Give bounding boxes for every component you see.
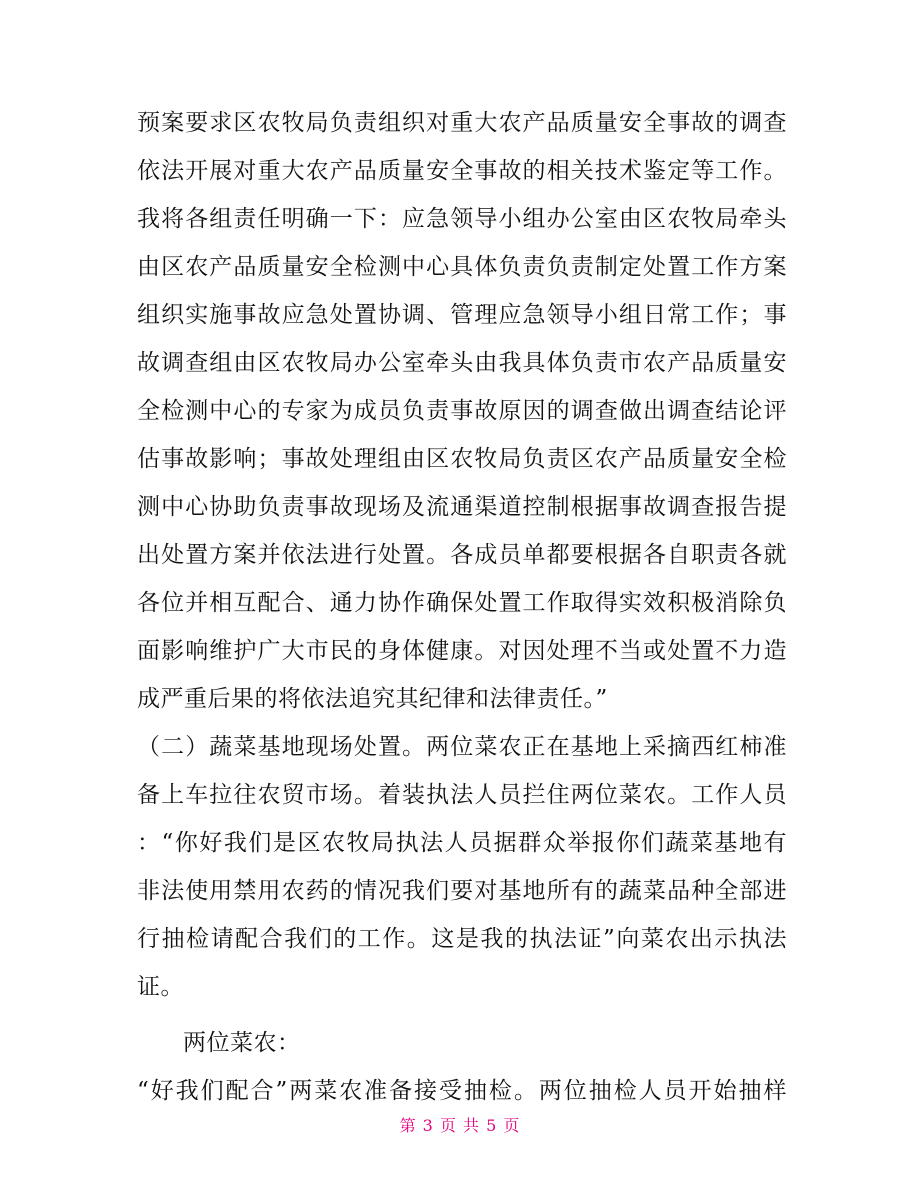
text-line: 各位并相互配合、通力协作确保处置工作取得实效积极消除负 bbox=[137, 590, 787, 616]
text-line: 我将各组责任明确一下：应急领导小组办公室由区农牧局牵头 bbox=[137, 206, 787, 232]
text-line: 面影响维护广大市民的身体健康。对因处理不当或处置不力造 bbox=[137, 638, 787, 664]
text-line: 预案要求区农牧局负责组织对重大农产品质量安全事故的调查 bbox=[137, 110, 787, 136]
text-line: 出处置方案并依法进行处置。各成员单都要根据各自职责各就 bbox=[137, 542, 787, 568]
text-line: ：“你好我们是区农牧局执法人员据群众举报你们蔬菜基地有 bbox=[137, 830, 787, 856]
body-text bbox=[137, 99, 787, 1115]
text-line: 成严重后果的将依法追究其纪律和法律责任。” bbox=[137, 686, 608, 712]
paragraph-farmers-speaker bbox=[137, 1019, 787, 1067]
paragraph-emergency-plan bbox=[137, 99, 787, 723]
text-line: 依法开展对重大农产品质量安全事故的相关技术鉴定等工作。 bbox=[137, 158, 787, 184]
paragraph-farmers-reply bbox=[137, 1067, 787, 1115]
text-line: 两位菜农： bbox=[183, 1030, 301, 1056]
text-line: 组织实施事故应急处置协调、管理应急领导小组日常工作；事 bbox=[137, 302, 787, 328]
text-line: 全检测中心的专家为成员负责事故原因的调查做出调查结论评 bbox=[137, 398, 787, 424]
page-number: 第 3 页 共 5 页 bbox=[399, 1116, 521, 1135]
text-line: （二）蔬菜基地现场处置。两位菜农正在基地上采摘西红柿准 bbox=[137, 734, 787, 760]
text-line: 证。 bbox=[137, 974, 184, 1000]
text-line: 测中心协助负责事故现场及流通渠道控制根据事故调查报告提 bbox=[137, 494, 787, 520]
text-line: 非法使用禁用农药的情况我们要对基地所有的蔬菜品种全部进 bbox=[137, 878, 787, 904]
text-line: “好我们配合”两菜农准备接受抽检。两位抽检人员开始抽样 bbox=[137, 1078, 787, 1104]
text-line: 估事故影响；事故处理组由区农牧局负责区农产品质量安全检 bbox=[137, 446, 787, 472]
paragraph-vegetable-base bbox=[137, 723, 787, 1011]
text-line: 备上车拉往农贸市场。着装执法人员拦住两位菜农。工作人员 bbox=[137, 782, 787, 808]
text-line: 由区农产品质量安全检测中心具体负责负责制定处置工作方案 bbox=[137, 254, 787, 280]
text-line: 行抽检请配合我们的工作。这是我的执法证”向菜农出示执法 bbox=[137, 926, 787, 952]
text-line: 故调查组由区农牧局办公室牵头由我具体负责市农产品质量安 bbox=[137, 350, 787, 376]
